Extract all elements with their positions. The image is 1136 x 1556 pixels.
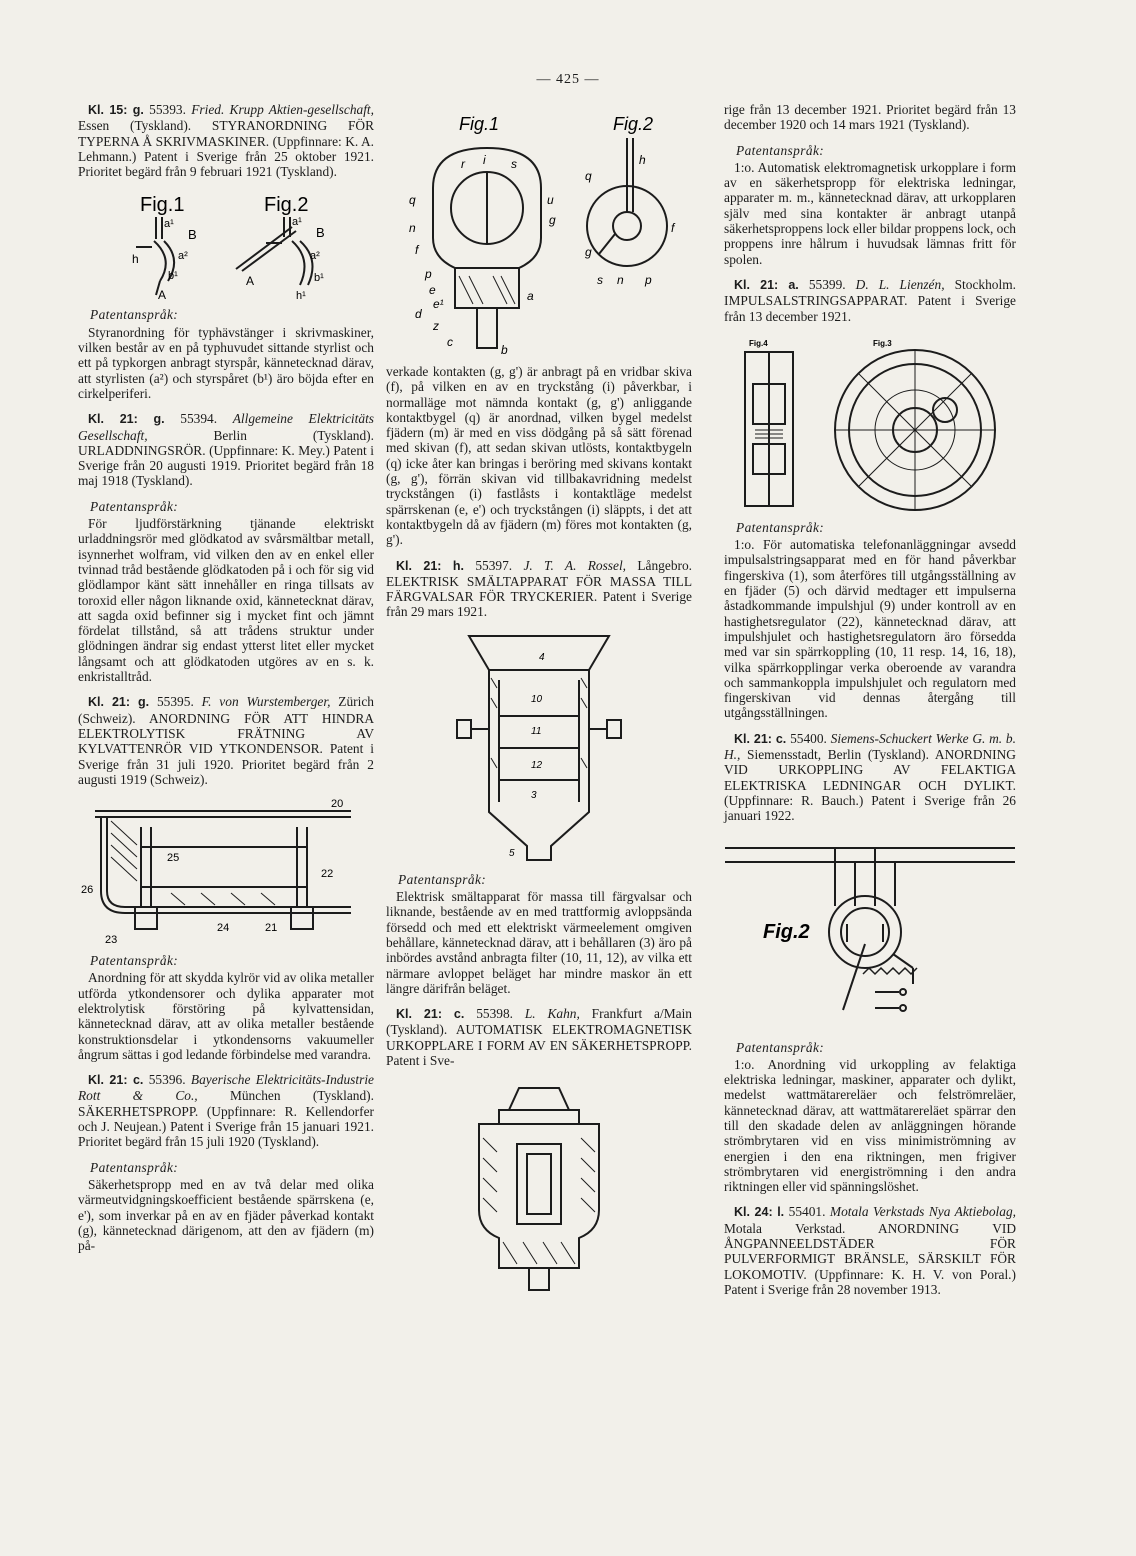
claim-text: 1:o. För automatiska telefonanläggningar avsedd impulsalstringsapparat med en för hand påverkbar fingerskiva (1), som återföres till utgångsställning av en fjäder (5) och därvid medtager ett impulserna åstadkommande impulshjul (9) under kontroll av en hastighetsregulator (22), kännetecknad därav, att impulshjulet och hastighetsregulatorn äro försedda med var sin spärrkoppling (10, 11 resp. 14, 16, 18), vilka spärrkopplingar verka oberoende av varandra och sammankoppla impulshjulet och regulatorn med fingerskivan vid dennas återgång till utgångsställningen. <box>724 537 1016 721</box>
fig-label-q: q <box>409 193 416 207</box>
claim-text: 1:o. Automatisk elektromagnetisk urkopplare i form av en säkerhetspropp för elektriska ledningar, apparater m. m., kännetecknad därav, att urkopplaren själv med sina kontakter är anbragt utanpå säkerhetsproppens lock eller bildar proppens lock, och proppens inre hålrum i huvudsak lämnas fritt för spolen. <box>724 159 1016 267</box>
applicant: F. von Wurstemberger, <box>201 694 331 710</box>
claim-heading: Patentanspråk: <box>90 953 179 969</box>
claim-text: För ljudförstärkning tjänande elektriskt urladdningsrör med glödkatod av svårsmältbar metall, isynnerhet wolfram, vid vilken den av en enkel eller tvinnad tråd bestående glödkatoden på i och för sig vid glödlampor känt sätt innehåller en ringa tillsats av toroxid eller någon liknande oxid, kännetecknat därav, att sagda oxid befinner sig i mycket fint och jämnt fördelat tillstånd, så att trådens struktur under glödningen ändrar sig endast ytterst litet eller mycket långsamt och att glödkatoden utgöres av en s. k. enkristalltråd. <box>78 516 374 685</box>
fig-label-21: 21 <box>265 922 278 935</box>
patent-number: 55401. <box>788 1204 826 1220</box>
column-1 <box>78 102 374 1263</box>
continuation-text: rige från 13 december 1921. Prioritet begärd från 13 december 1920 och 14 mars 1921 (Tyskland). <box>724 102 1016 133</box>
class-code: Kl. 21: g. <box>88 695 150 710</box>
applicant: Motala Verkstads Nya Aktiebolag, <box>829 1204 1016 1220</box>
fig-label-a1: a¹ <box>164 218 174 231</box>
fig2-label-n: n <box>617 273 624 287</box>
class-code: Kl. 15: g. <box>88 103 144 117</box>
class-code: Kl. 21: c. <box>88 1073 144 1088</box>
entry-55395-header <box>78 694 374 787</box>
fig-label-i: i <box>483 153 486 167</box>
class-code: Kl. 21: c. <box>734 731 787 746</box>
claim-heading: Patentanspråk: <box>736 1039 825 1055</box>
entry-text: Stockholm. IMPULSALSTRINGSAPPARAT. Patent i Sverige från 13 december 1921. <box>724 276 1016 324</box>
fig-label-s: s <box>511 157 517 171</box>
patent-number: 55398. <box>476 1006 514 1022</box>
fig-label-c: c <box>447 335 453 349</box>
entry-text: München (Tyskland). SÄKERHETSPROPP. (Uppfinnare: R. Kellendorfer och J. Neujean.) Patent i Sverige från 15 januari 1921. Prioritet begärd från 15 juli 1920 (Tyskland). <box>78 1088 374 1150</box>
fig-label-11: 11 <box>531 725 542 737</box>
entry-55396-header <box>78 1072 374 1149</box>
patent-number: 55397. <box>475 557 513 573</box>
fig-label-fig2: Fig.2 <box>613 114 654 134</box>
fig-label-a: a <box>527 289 534 303</box>
fig2-label-h1: h¹ <box>296 290 306 302</box>
patent-number: 55396. <box>148 1072 186 1088</box>
entry-text: Zürich (Schweiz). ANORDNING FÖR ATT HINDRA ELEKTROLYTISK FRÄTNING AV KYLVATTENRÖR VID YTKONDENSOR. Patent i Sverige från 31 juli 1920. Prioritet begärd från 2 augusti 1919 (Schweiz). <box>78 694 374 787</box>
fig2-label-s: s <box>597 273 603 287</box>
fig-label-22: 22 <box>321 868 334 881</box>
claim-text: Anordning för att skydda kylrör vid av olika metaller utförda ytkondensorer och dylika apparater mot elektrolytisk förstöring på kylvattensidan, kännetecknad därav, att av olika metaller bestående konstruktionsdelar i ytkondensorns vakuumeller ångrum sättas i god ledande förbindelse med varandra. <box>78 970 374 1062</box>
claim-text: 1:o. Anordning vid urkoppling av felaktiga elektriska ledningar, maskiner, apparater och dylikt, medelst wattmätarereläer och felströmreläer, kännetecknad därav, att wattmätarereläet spärrar den till den skadade delen av anläggningen hörande strömbrytaren vid en viss minimiströmning av energien i den ena riktningen, men frigiver strömbrytaren vid energiströmning i den andra riktningen eller vid spänningslöshet. <box>724 1056 1016 1195</box>
class-code: Kl. 24: l. <box>734 1205 785 1220</box>
column-3 <box>724 102 1016 1307</box>
figure-urkoppling <box>725 834 1015 1034</box>
patent-number: 55400. <box>790 730 827 746</box>
applicant: Bayerische Elektricitäts-Industrie Rott & Co., <box>78 1072 374 1104</box>
patent-number: 55393. <box>149 102 186 117</box>
applicant: Fried. Krupp Aktien-gesellschaft, <box>191 102 374 117</box>
fig-label-23: 23 <box>105 934 118 947</box>
fig-label-fig3: Fig.3 <box>873 338 892 348</box>
applicant: Siemens-Schuckert Werke G. m. b. H., <box>724 730 1016 763</box>
fig-label-10: 10 <box>531 693 543 705</box>
class-code: Kl. 21: c. <box>396 1007 465 1022</box>
fig-label-3: 3 <box>531 789 537 801</box>
claim-heading: Patentanspråk: <box>90 1159 179 1175</box>
fig-label-z: z <box>433 319 439 333</box>
class-code: Kl. 21: h. <box>396 558 464 573</box>
fig-label-26: 26 <box>81 884 94 897</box>
fig-label-e: e <box>429 283 436 297</box>
figure-smaltapparat <box>439 630 639 866</box>
fig-label-24: 24 <box>217 922 230 935</box>
spring-coil <box>863 968 917 974</box>
fig-label-r: r <box>461 157 465 171</box>
fig2-label-A: A <box>246 274 255 289</box>
figure-impulsalstring <box>725 334 1015 514</box>
applicant: L. Kahn, <box>524 1006 580 1022</box>
fig2-label-f: f <box>671 221 675 235</box>
fig-label-25: 25 <box>167 852 180 865</box>
fig2-label-g: g <box>585 245 592 259</box>
claim-heading: Patentanspråk: <box>90 307 179 323</box>
entry-text: Essen (Tyskland). STYRANORDNING FÖR TYPERNA Å SKRIVMASKINER. (Uppfinnare: K. A. Lehmann.) Patent i Sverige från 25 oktober 1921. Prioritet begärd från 9 februari 1921 (Tyskland). <box>78 118 374 180</box>
applicant: Allgemeine Elektricitäts Gesellschaft, <box>78 411 374 443</box>
column-2 <box>386 102 692 1302</box>
class-code: Kl. 21: a. <box>734 277 799 292</box>
fig2-label-q: q <box>585 169 592 183</box>
entry-55399-header <box>724 277 1016 324</box>
fig2-label-a1: a¹ <box>292 216 302 229</box>
entry-text: Motala Verkstad. ANORDNING VID ÅNGPANNEELDSTÄDER FÖR PULVERFORMIGT BRÄNSLE, SÄRSKILT FÖR LOKOMOTIV. (Uppfinnare: K. H. V. von Poral.) Patent i Sverige från 28 november 1913. <box>724 1220 1016 1297</box>
figure-urkopplare <box>439 1078 639 1296</box>
claim-heading: Patentanspråk: <box>398 871 487 887</box>
claim-heading: Patentanspråk: <box>90 498 179 514</box>
claim-text: Säkerhetspropp med en av två delar med olika värmeutvidgningskoefficient bestående spärrskena (e, e'), som inverkar på en av en fjäder påverkad kontakt (g), kännetecknad därigenom, att den av fjädern (m) på- <box>78 1176 374 1254</box>
entry-55393-header <box>78 102 374 179</box>
fig-label-g: g <box>549 213 556 227</box>
fig-label-5: 5 <box>509 847 515 859</box>
entry-55394-header <box>78 411 374 488</box>
applicant: D. L. Lienzén, <box>855 276 945 292</box>
fig2-label-h: h <box>639 153 646 167</box>
figure-sakerhetspropp <box>389 108 689 358</box>
fig-label-p: p <box>425 267 432 281</box>
fig-label-b: b <box>501 343 508 357</box>
fig-label-A: A <box>158 288 167 302</box>
entry-55397-header <box>386 558 692 620</box>
figure-typhavstang <box>96 189 356 301</box>
fig-label-b1: b¹ <box>168 270 178 283</box>
entry-55401-header <box>724 1204 1016 1297</box>
claim-heading: Patentanspråk: <box>736 142 825 158</box>
fig-label-f: f <box>415 243 419 257</box>
fig-label-fig2: Fig.2 <box>763 920 810 943</box>
fig-label-12: 12 <box>531 759 543 771</box>
continuation-text: verkade kontakten (g, g') är anbragt på en vridbar skiva (f), på vilken en av en tryckstång (i) påverkbar, i normalläge mot nämnda kontakt (g, g') anliggande kontaktbygel (q) är anordnad, vilken bygel medelst fjädern (m) är med en viss dödgång på så sätt förenad med skivan (f), att sedan skivan utlösts, kontaktbygeln (q) icke åter kan bringas i beröring med skivans kontakt (g, g'), förrän skivan vid tillbakavridning medelst tryckstången (i) fastlåsts i kontaktläge medelst spärrskenan (e, e') och tryckstången (i) släppts, i det att kontaktbygeln då av fjädern (m) föres mot kontakten (g, g'). <box>386 364 692 548</box>
fig-label-20: 20 <box>331 798 344 811</box>
fig-label-4: 4 <box>539 651 545 663</box>
fig-label-fig2: Fig.2 <box>264 194 309 217</box>
entry-text: Frankfurt a/Main (Tyskland). AUTOMATISK ELEKTROMAGNETISK URKOPPLARE I FORM AV EN SÄKERHETSPROPP. Patent i Sve- <box>386 1006 692 1069</box>
class-code: Kl. 21: g. <box>88 412 165 427</box>
fig-label-B: B <box>188 227 197 243</box>
entry-55398-header <box>386 1006 692 1068</box>
applicant: J. T. A. Rossel, <box>523 557 627 573</box>
entry-55400-header <box>724 731 1016 824</box>
fig-label-fig4: Fig.4 <box>749 338 768 348</box>
fig-label-h: h <box>132 252 139 267</box>
fig2-label-B: B <box>316 225 325 241</box>
fig2-label-p: p <box>645 273 652 287</box>
claim-heading: Patentanspråk: <box>736 519 825 535</box>
claim-text: Elektrisk smältapparat för massa till färgvalsar och liknande, bestående av en med trattformig avloppsända försedd och med ett elektriskt värmeelement omgiven behållare, kännetecknad därav, att i behållaren (3) äro på inbördes avstånd anbragta filter (10, 11, 12), av vilka ett närmare avloppet beläget har mindre maskor än ett längre därifrån beläget. <box>386 889 692 996</box>
fig-label-e1: e¹ <box>433 297 444 311</box>
claim-text: Styranordning för typhävstänger i skrivmaskiner, vilken består av en på typhuvudet sittande styrlist och ett på typkorgen anbragt styrspår, kännetecknad därav, att styrlisten (a²) och styrspåret (b¹) äro böjda efter en cirkelperiferi. <box>78 324 374 401</box>
fig-label-fig1: Fig.1 <box>459 114 500 134</box>
patent-number: 55394. <box>180 411 218 427</box>
patent-number: 55395. <box>156 694 194 710</box>
entry-text: Siemensstadt, Berlin (Tyskland). ANORDNING VID URKOPPLING AV FELAKTIGA ELEKTRISKA LEDNINGAR OCH DYLIKT. (Uppfinnare: R. Bauch.) Patent i Sverige från 26 januari 1922. <box>724 747 1016 824</box>
entry-text: Berlin (Tyskland). URLADDNINGSRÖR. (Uppfinnare: K. Mey.) Patent i Sverige från 20 augusti 1919. Prioritet begärd från 18 maj 1918 (Tyskland). <box>78 427 374 489</box>
entry-text: Långebro. ELEKTRISK SMÄLTAPPARAT FÖR MASSA TILL FÄRGVALSAR FÖR TRYCKERIER. Patent i Sverige från 29 mars 1921. <box>386 557 693 620</box>
figure-ytkondensor <box>81 797 371 947</box>
fig-label-fig1: Fig.1 <box>140 194 185 217</box>
patent-number: 55399. <box>808 276 846 292</box>
fig-label-a2: a² <box>178 250 188 263</box>
fig2-label-a2: a² <box>310 250 320 263</box>
fig-label-u: u <box>547 193 554 207</box>
fig-label-n: n <box>409 221 416 235</box>
fig2-label-b1: b¹ <box>314 272 324 285</box>
fig-label-d: d <box>415 307 422 321</box>
page-number: — 425 — <box>536 72 600 87</box>
